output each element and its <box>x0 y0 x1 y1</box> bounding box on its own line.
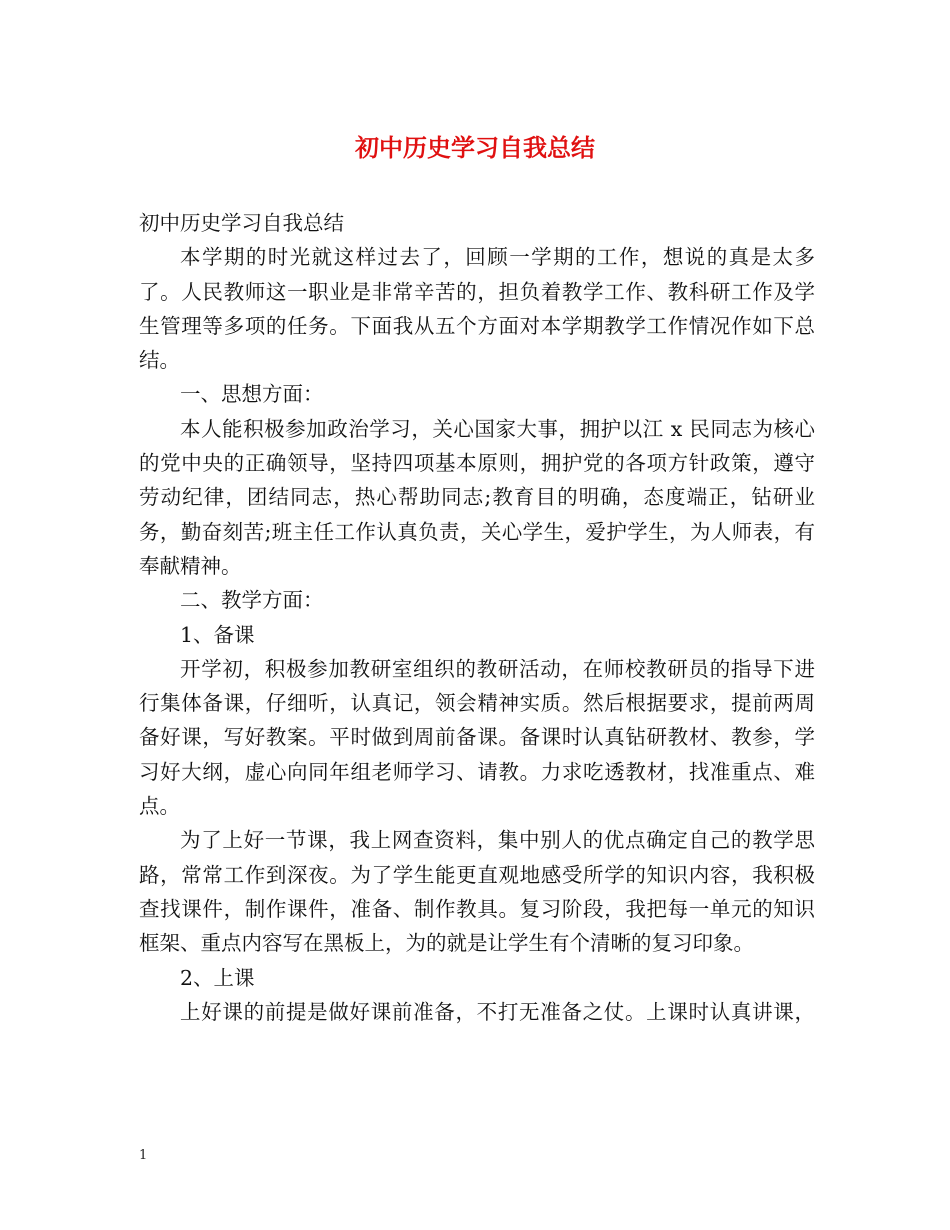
paragraph-thought: 本人能积极参加政治学习，关心国家大事，拥护以江 x 民同志为核心的党中央的正确领导，坚持四项基本原则，拥护党的各项方针政策，遵守劳动纪律，团结同志，热心帮助同志;教育目的明确，态度端正，钻研业务，勤奋刻苦;班主任工作认真负责，关心学生，爱护学生，为人师表，有奉献精神。 <box>139 416 815 578</box>
section-heading-teaching: 二、教学方面： <box>180 588 324 613</box>
subheading-class: 2、上课 <box>180 965 255 990</box>
paragraph-intro: 本学期的时光就这样过去了，回顾一学期的工作，想说的真是太多了。人民教师这一职业是非常辛苦的，担负着教学工作、教科研工作及学生管理等多项的任务。下面我从五个方面对本学期教学工作情况作如下总结。 <box>139 245 815 373</box>
document-title: 初中历史学习自我总结 <box>355 133 595 162</box>
subheading-lesson-prep: 1、备课 <box>180 622 255 647</box>
paragraph-class: 上好课的前提是做好课前准备，不打无准备之仗。上课时认真讲课， <box>180 999 815 1024</box>
section-heading-thought: 一、思想方面： <box>180 382 324 407</box>
paragraph-subtitle: 初中历史学习自我总结 <box>139 211 344 235</box>
page-number: 1 <box>139 1148 148 1163</box>
paragraph-lesson-prep-2: 为了上好一节课，我上网查资料，集中别人的优点确定自己的教学思路，常常工作到深夜。为了学生能更直观地感受所学的知识内容，我积极查找课件，制作课件，准备、制作教具。复习阶段，我把每一单元的知识框架、重点内容写在黑板上，为的就是让学生有个清晰的复习印象。 <box>139 828 815 956</box>
document-body <box>139 206 815 1029</box>
paragraph-lesson-prep: 开学初，积极参加教研室组织的教研活动，在师校教研员的指导下进行集体备课，仔细听，认真记，领会精神实质。然后根据要求，提前两周备好课，写好教案。平时做到周前备课。备课时认真钻研教材、教参，学习好大纲，虚心向同年组老师学习、请教。力求吃透教材，找准重点、难点。 <box>139 656 815 819</box>
